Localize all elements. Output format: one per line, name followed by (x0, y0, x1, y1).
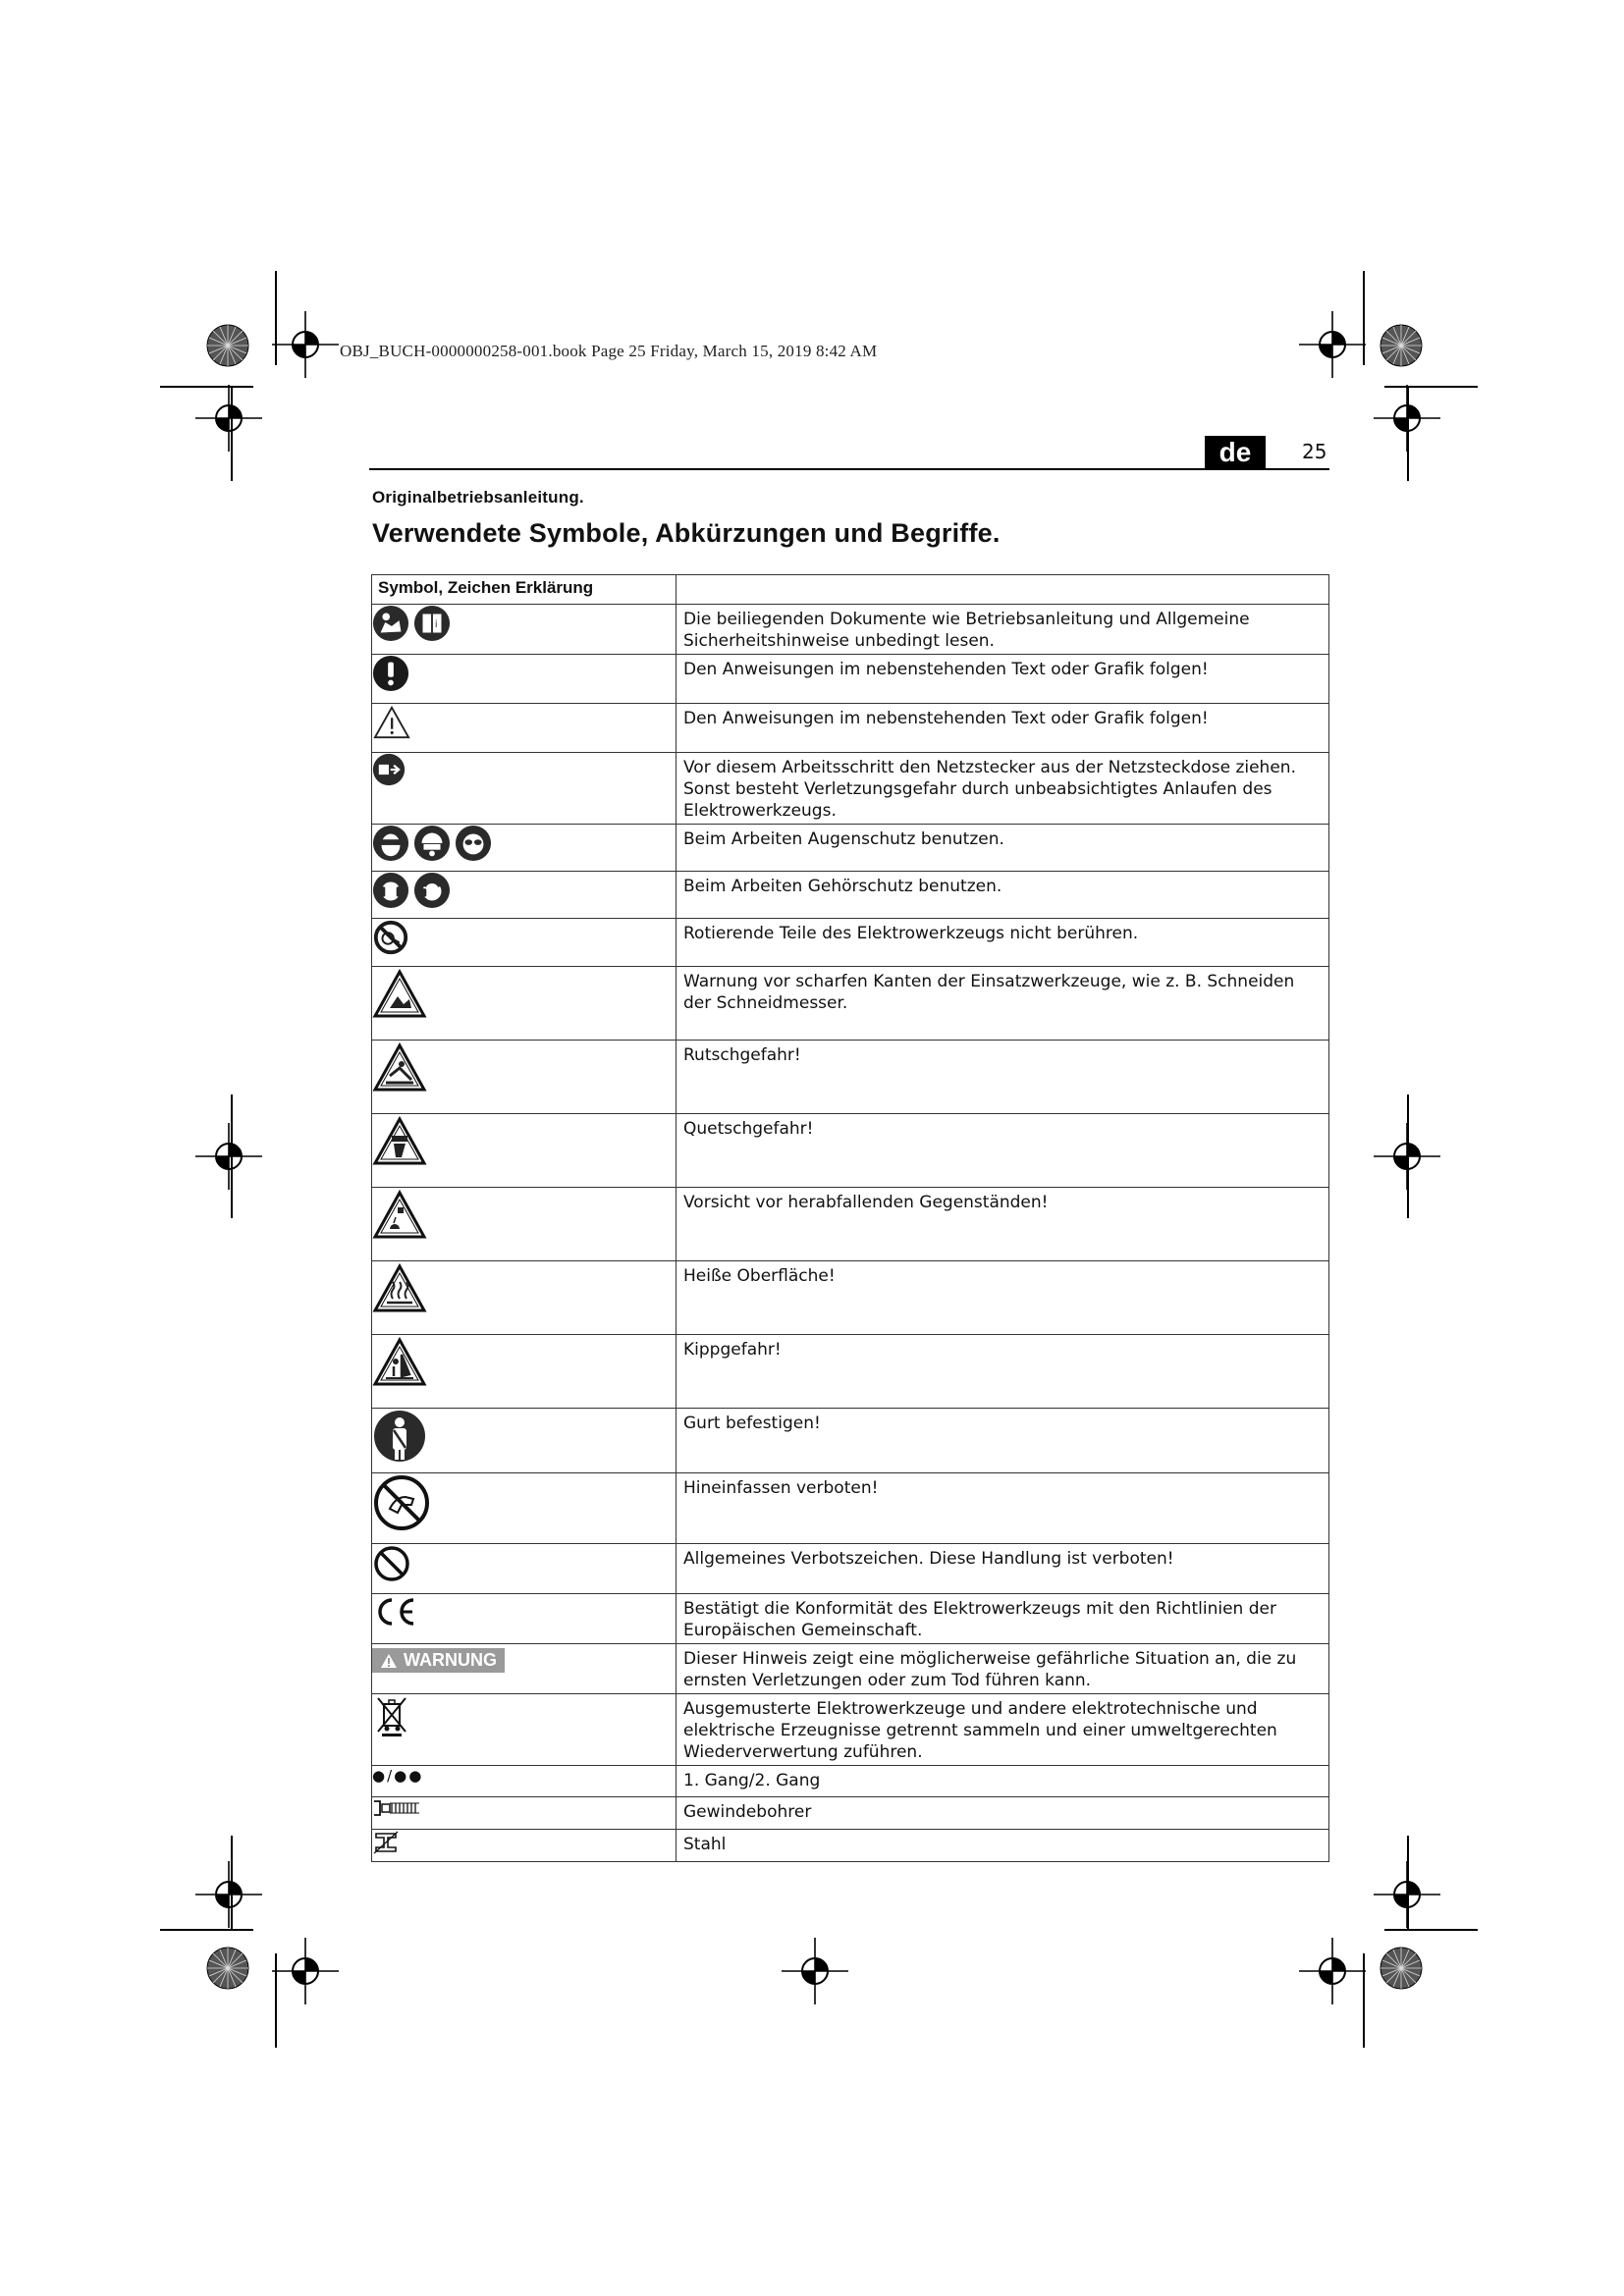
tipping-warning-icon (372, 1335, 427, 1390)
belt-fasten-icon (372, 1409, 427, 1464)
tap-drill-icon (372, 1797, 425, 1819)
table-row (372, 1473, 1329, 1544)
slip-warning-icon (372, 1041, 427, 1095)
row-text: Den Anweisungen im nebenstehenden Text oder Grafik folgen! (677, 655, 1329, 704)
table-row (372, 605, 1329, 655)
row-text: Beim Arbeiten Gehörschutz benutzen. (677, 872, 1329, 919)
table-row (372, 1644, 1329, 1694)
helmet-visor-icon (413, 825, 451, 862)
sharp-edges-warning-icon (372, 967, 427, 1022)
table-row (372, 704, 1329, 753)
warnung-badge (372, 1648, 505, 1673)
row-text: Heiße Oberfläche! (677, 1261, 1329, 1335)
row-text: Die beiliegenden Dokumente wie Betriebsanleitung und Allgemeine Sicherheitshinweise unbedingt lesen. (677, 605, 1329, 655)
document-subtitle: Originalbetriebsanleitung. (372, 488, 584, 507)
table-row (372, 919, 1329, 967)
no-reach-in-icon (372, 1473, 431, 1532)
warnung-label: WARNUNG (404, 1650, 497, 1670)
ce-mark-icon (372, 1594, 421, 1629)
row-text: Rotierende Teile des Elektrowerkzeugs nicht berühren. (677, 919, 1329, 967)
table-row (372, 753, 1329, 825)
table-row (372, 872, 1329, 919)
table-header-row (372, 575, 1329, 605)
row-text: Vor diesem Arbeitsschritt den Netzstecker aus der Netzsteckdose ziehen. Sonst besteht Verletzungsgefahr durch unbeabsichtigtes Anlaufen des Elektrowerkzeugs. (677, 753, 1329, 825)
symbols-table (371, 574, 1329, 1862)
page-number: 25 (1302, 440, 1327, 463)
table-row (372, 655, 1329, 704)
table-row (372, 1041, 1329, 1114)
row-text: 1. Gang/2. Gang (677, 1766, 1329, 1797)
row-text: Vorsicht vor herabfallenden Gegenständen! (677, 1188, 1329, 1261)
table-row (372, 967, 1329, 1041)
goggles-icon (455, 825, 492, 862)
row-text: Rutschgefahr! (677, 1041, 1329, 1114)
table-row (372, 1830, 1329, 1862)
face-shield-icon (372, 825, 409, 862)
table-row (372, 825, 1329, 872)
header-explanation-empty (677, 575, 1329, 605)
crush-warning-icon (372, 1114, 427, 1169)
steel-icon (372, 1830, 400, 1855)
row-text: Hineinfassen verboten! (677, 1473, 1329, 1544)
row-text: Gewindebohrer (677, 1797, 1329, 1830)
gear-dots-icon: ●/●● (372, 1767, 424, 1785)
ear-protection-icon (372, 872, 409, 909)
table-row (372, 1188, 1329, 1261)
ear-muff-icon (413, 872, 451, 909)
row-text: Den Anweisungen im nebenstehenden Text oder Grafik folgen! (677, 704, 1329, 753)
prohibition-icon (372, 1544, 411, 1583)
table-row (372, 1544, 1329, 1594)
language-badge: de (1205, 436, 1266, 468)
row-text: Bestätigt die Konformität des Elektrowerkzeugs mit den Richtlinien der Europäischen Gemeinschaft. (677, 1594, 1329, 1644)
header-symbol: Symbol, Zeichen Erklärung (372, 575, 677, 605)
read-manual-icon (372, 605, 409, 642)
exclamation-icon (372, 655, 409, 692)
row-text: Warnung vor scharfen Kanten der Einsatzwerkzeuge, wie z. B. Schneiden der Schneidmesser. (677, 967, 1329, 1041)
row-text: Gurt befestigen! (677, 1409, 1329, 1473)
warning-triangle-icon (380, 1653, 398, 1669)
table-row (372, 1335, 1329, 1409)
table-row (372, 1409, 1329, 1473)
falling-objects-warning-icon (372, 1188, 427, 1243)
row-text: Quetschgefahr! (677, 1114, 1329, 1188)
header-rule (369, 468, 1329, 470)
table-row (372, 1594, 1329, 1644)
row-text: Beim Arbeiten Augenschutz benutzen. (677, 825, 1329, 872)
svg-text:i: i (434, 618, 438, 630)
weee-bin-icon (372, 1694, 411, 1737)
section-title: Verwendete Symbole, Abkürzungen und Begriffe. (372, 518, 1001, 548)
file-info: OBJ_BUCH-0000000258-001.book Page 25 Friday, March 15, 2019 8:42 AM (340, 342, 878, 360)
row-text: Ausgemusterte Elektrowerkzeuge und andere elektrotechnische und elektrische Erzeugnisse getrennt sammeln und einer umweltgerechten Wiederverwertung zuführen. (677, 1694, 1329, 1766)
row-text: Dieser Hinweis zeigt eine möglicherweise gefährliche Situation an, die zu ernsten Verletzungen oder zum Tod führen kann. (677, 1644, 1329, 1694)
unplug-icon (372, 753, 406, 786)
no-touch-rotating-icon (372, 919, 409, 956)
table-row (372, 1797, 1329, 1830)
row-text: Allgemeines Verbotszeichen. Diese Handlung ist verboten! (677, 1544, 1329, 1594)
table-row (372, 1261, 1329, 1335)
hot-surface-warning-icon (372, 1261, 427, 1316)
table-row (372, 1114, 1329, 1188)
table-row (372, 1694, 1329, 1766)
row-text: Stahl (677, 1830, 1329, 1862)
table-row (372, 1766, 1329, 1797)
row-text: Kippgefahr! (677, 1335, 1329, 1409)
warning-triangle-icon (372, 704, 411, 741)
manual-book-icon (413, 605, 451, 642)
